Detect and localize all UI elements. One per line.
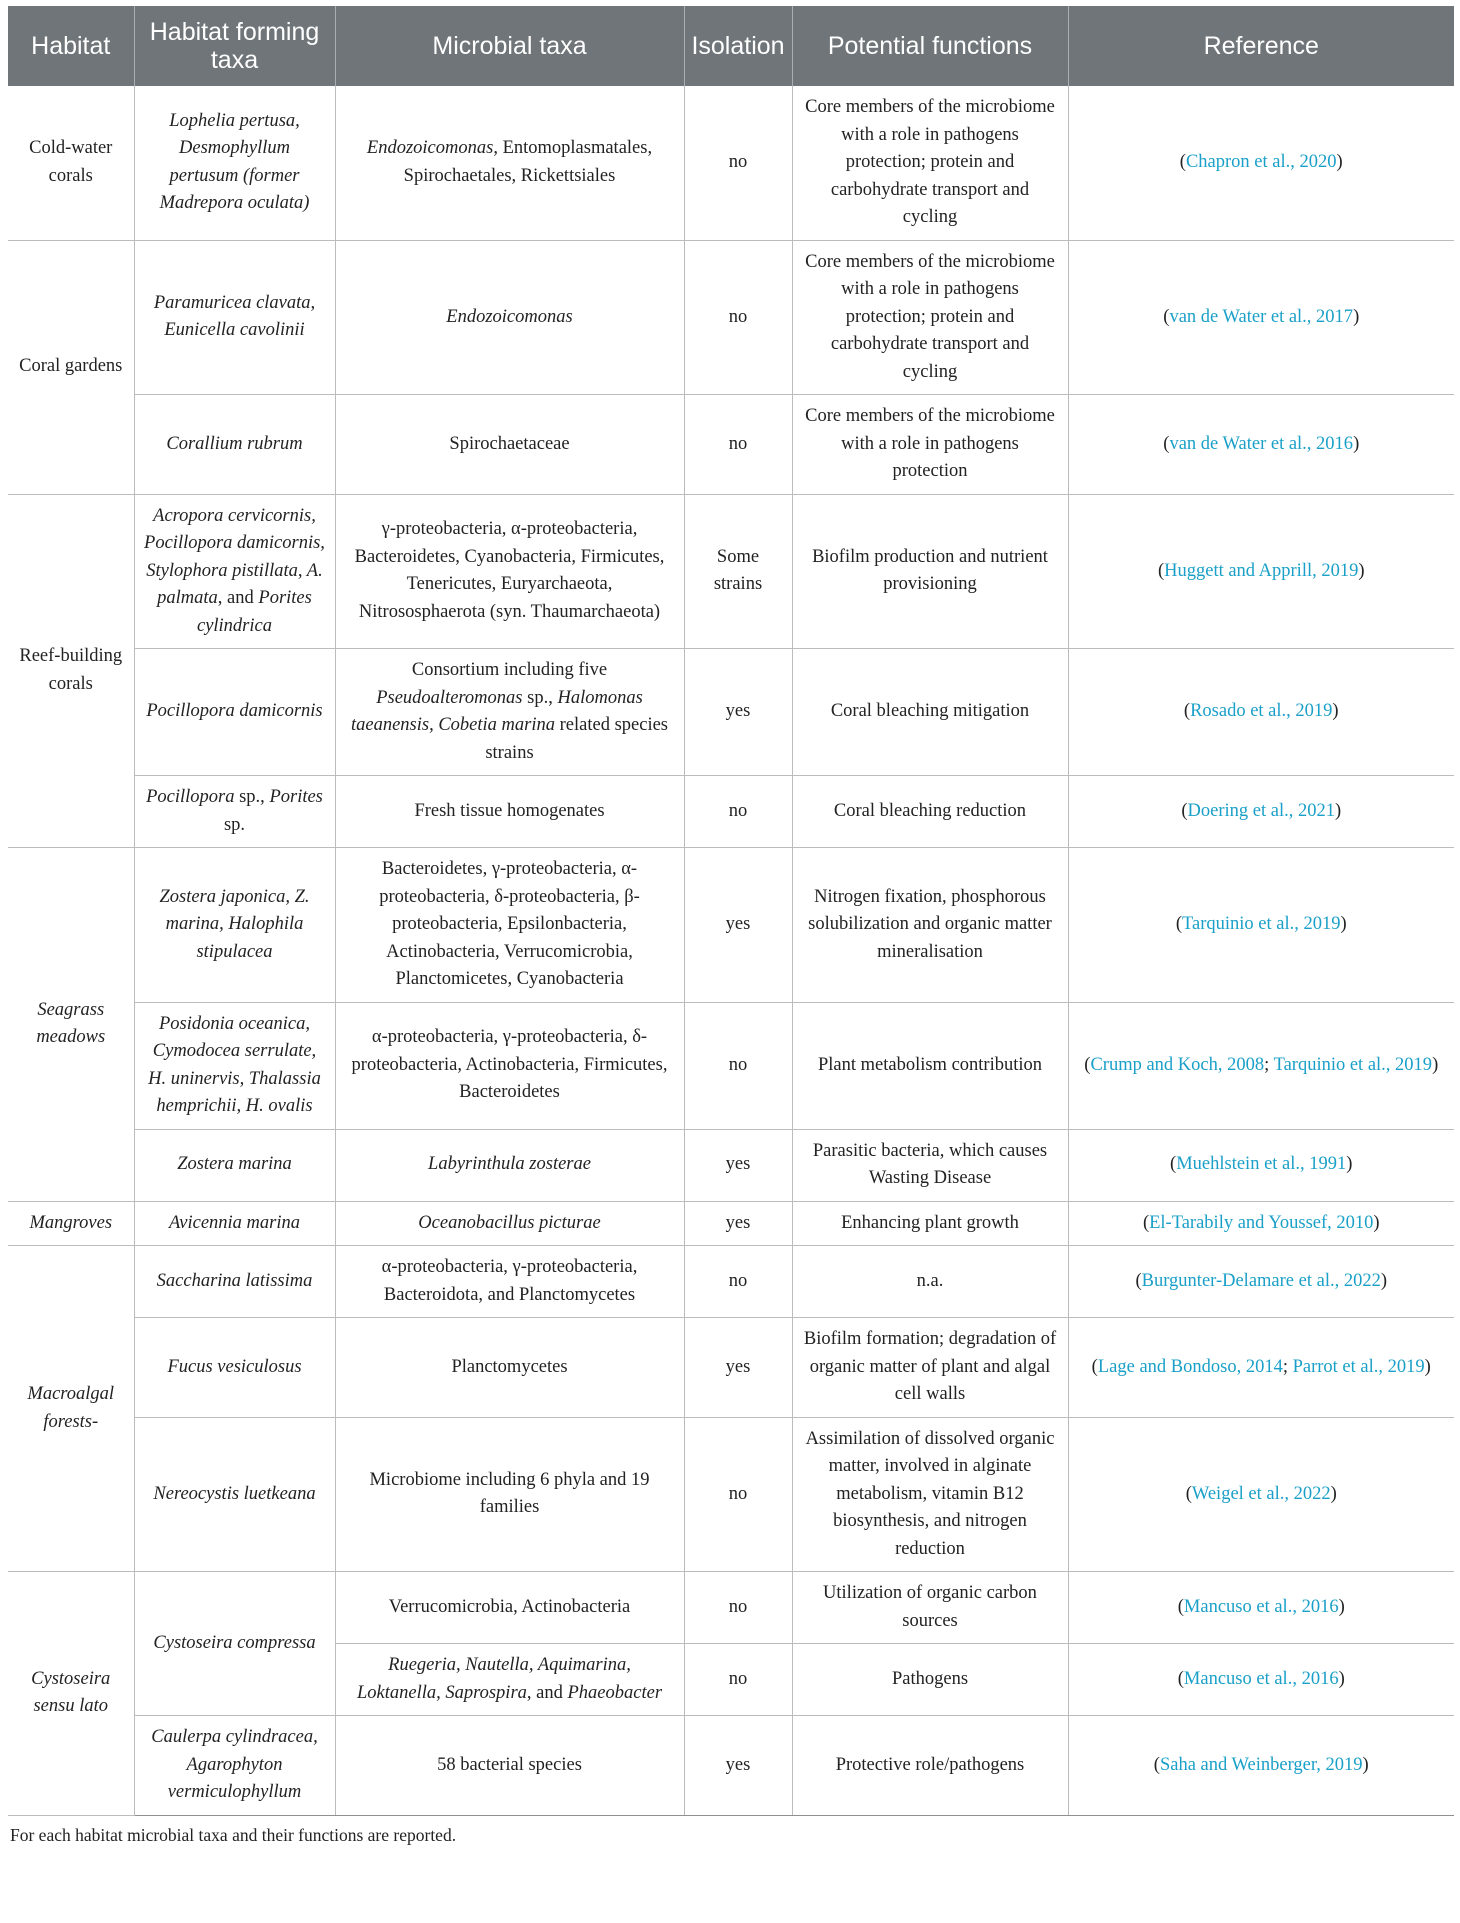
reference-cell [1068,649,1454,776]
text-run: Cold-water corals [29,138,113,186]
potential-functions-cell: Coral bleaching reduction [792,776,1068,848]
text-run: γ-proteobacteria, α-proteobacteria, Bacteroidetes, Cyanobacteria, Firmicutes, Tenericutes, Euryarchaeota, Nitrososphaerota (syn. Thaumarchaeota) [354,519,665,622]
text-run: Zostera marina [177,1154,292,1175]
table-row [8,1572,1454,1644]
isolation-cell: yes [684,1716,792,1816]
reference-link[interactable]: Weigel et al., 2022 [1191,1483,1331,1504]
microbial-taxa-cell [335,776,684,848]
text-run: Planctomycetes [451,1356,568,1377]
text-run: related species strains [485,715,668,763]
reference-cell [1068,1644,1454,1716]
reference-cell [1068,1246,1454,1318]
table-row [8,1318,1454,1418]
isolation-cell: yes [684,1318,792,1418]
potential-functions-cell: Core members of the microbiome with a role in pathogens protection [792,395,1068,495]
text-run: Endozoicomonas [446,306,573,327]
text-run: , Entomoplasmatales, Spirochaetales, Rickettsiales [403,138,653,186]
microbial-taxa-cell [335,494,684,649]
isolation-cell: no [684,240,792,395]
reference-cell [1068,1002,1454,1129]
paren-open: ( [1177,1596,1184,1617]
potential-functions-cell: Enhancing plant growth [792,1201,1068,1246]
paren-close: ) [1336,152,1343,172]
habitat-cell [8,848,134,1202]
table-row [8,649,1454,776]
table-row [8,1246,1454,1318]
microbial-taxa-cell [335,1417,684,1572]
table-row [8,776,1454,848]
table-row [8,1716,1454,1816]
habitat-forming-taxa-cell [134,494,335,649]
microbial-taxa-cell [335,1201,684,1246]
reference-separator: ; [1264,1054,1274,1075]
text-run: Pocillopora damicornis [146,701,323,722]
table-row [8,848,1454,1003]
habitat-cell [8,1572,134,1816]
table-row [8,1201,1454,1246]
reference-cell [1068,1716,1454,1816]
text-run: Consortium including five [411,660,608,680]
text-run: Verrucomicrobia, Actinobacteria [388,1596,631,1617]
text-run: Microbiome including 6 phyla and 19 families [369,1469,650,1518]
reference-link[interactable]: Chapron et al., 2020 [1185,152,1337,172]
microbial-taxa-cell [335,1716,684,1816]
header-reference: Reference [1068,6,1454,86]
table-body [8,86,1454,1815]
microbial-taxa-cell [335,1644,684,1716]
potential-functions-cell: Utilization of organic carbon sources [792,1572,1068,1644]
text-run: sp., [234,787,270,807]
reference-link[interactable]: van de Water et al., 2017 [1169,306,1354,327]
reference-separator: ; [1282,1356,1293,1377]
habitat-cell [8,86,134,240]
table-row [8,240,1454,395]
reference-link[interactable]: Crump and Koch, 2008 [1090,1054,1265,1075]
reference-cell [1068,86,1454,240]
reference-link[interactable]: Rosado et al., 2019 [1190,701,1333,722]
text-run: Cystoseira sensu lato [31,1668,111,1717]
potential-functions-cell: Core members of the microbiome with a role in pathogens protection; protein and carbohydrate transport and cycling [792,240,1068,395]
text-run: Pocillopora [146,787,235,807]
paren-close: ) [1340,914,1347,934]
reference-link[interactable]: Mancuso et al., 2016 [1183,1668,1339,1689]
habitat-forming-taxa-cell [134,1002,335,1129]
paren-close: ) [1358,560,1365,581]
table-row [8,395,1454,495]
habitat-cell [8,1201,134,1246]
habitat-forming-taxa-cell [134,1572,335,1716]
text-run: Fresh tissue homogenates [414,800,605,821]
potential-functions-cell: Assimilation of dissolved organic matter, involved in alginate metabolism, vitamin B12 biosynthesis, and nitrogen reduction [792,1417,1068,1572]
isolation-cell: no [684,1572,792,1644]
habitat-cell [8,1246,134,1572]
reference-link[interactable]: El-Tarabily and Youssef, 2010 [1149,1212,1374,1233]
text-run: sp. [223,814,246,835]
paren-close: ) [1362,1754,1369,1775]
reference-link[interactable]: van de Water et al., 2016 [1169,433,1354,454]
text-run: Pseudoalteromonas [376,687,523,708]
text-run: Acropora cervicornis, Pocillopora damicornis, Stylophora pistillata, A. palmata [144,505,325,608]
header-microbial-taxa: Microbial taxa [335,6,684,86]
text-run: Endozoicomonas [366,138,494,159]
text-run: Bacteroidetes, γ-proteobacteria, α-proteobacteria, δ-proteobacteria, β-proteobacteria, Epsilonbacteria, Actinobacteria, Verrucomicrobia, Planctomicetes, Cyanobacteria [379,859,640,989]
table-row [8,1417,1454,1572]
reference-cell [1068,1129,1454,1201]
table-row [8,86,1454,240]
paren-open: ( [1091,1356,1098,1377]
text-run: Halomonas taeanensis, Cobetia marina [350,687,643,735]
habitat-microbiome-table [8,6,1454,1816]
habitat-forming-taxa-cell [134,848,335,1003]
table-footnote: For each habitat microbial taxa and their functions are reported. [10,1824,457,1845]
paren-open: ( [1163,306,1170,327]
header-habitat: Habitat [8,6,134,86]
text-run: , and [217,588,259,608]
paren-open: ( [1084,1054,1091,1075]
reference-link[interactable]: Parrot et al., 2019 [1292,1356,1425,1377]
microbial-taxa-cell [335,848,684,1003]
text-run: Phaeobacter [567,1682,663,1703]
reference-cell [1068,776,1454,848]
table-container [8,6,1454,1846]
isolation-cell: no [684,395,792,495]
table-header [8,6,1454,86]
paren-close: ) [1334,800,1342,821]
microbial-taxa-cell [335,240,684,395]
text-run: Caulerpa cylindracea, Agarophyton vermiculophyllum [151,1727,318,1802]
text-run: α-proteobacteria, γ-proteobacteria, δ-proteobacteria, Actinobacteria, Firmicutes, Bacteroidetes [351,1027,668,1103]
isolation-cell: Some strains [684,494,792,649]
habitat-forming-taxa-cell [134,1246,335,1318]
reference-link[interactable]: Muehlstein et al., 1991 [1176,1154,1347,1175]
text-run: Corallium rubrum [166,433,303,454]
reference-link[interactable]: Saha and Weinberger, 2019 [1159,1754,1363,1775]
isolation-cell: no [684,1417,792,1572]
paren-open: ( [1185,1483,1192,1504]
paren-close: ) [1338,1596,1345,1617]
microbial-taxa-cell [335,1318,684,1418]
paren-open: ( [1177,1668,1184,1689]
paren-open: ( [1181,800,1188,821]
paren-close: ) [1432,1054,1439,1075]
text-run: Lophelia pertusa, Desmophyllum pertusum (former Madrepora oculata) [159,110,310,214]
habitat-forming-taxa-cell [134,1417,335,1572]
text-run: Paramuricea clavata, Eunicella cavolinii [153,292,316,341]
paren-close: ) [1380,1270,1388,1291]
table-row [8,494,1454,649]
microbial-taxa-cell [335,1572,684,1644]
potential-functions-cell: Biofilm production and nutrient provisioning [792,494,1068,649]
reference-cell [1068,395,1454,495]
reference-cell [1068,1572,1454,1644]
paren-close: ) [1373,1212,1380,1233]
potential-functions-cell: n.a. [792,1246,1068,1318]
text-run: α-proteobacteria, γ-proteobacteria, Bacteroidota, and Planctomycetes [381,1257,638,1305]
potential-functions-cell: Pathogens [792,1644,1068,1716]
text-run: Ruegeria, Nautella, Aquimarina, Loktanella, Saprospira [356,1655,631,1703]
text-run: Macroalgal forests- [27,1384,115,1432]
text-run: , and [526,1682,568,1703]
reference-link[interactable]: Tarquinio et al., 2019 [1273,1054,1433,1075]
text-run: Cystoseira compressa [153,1632,316,1653]
microbial-taxa-cell [335,86,684,240]
paren-open: ( [1175,914,1182,934]
paren-open: ( [1153,1754,1160,1775]
potential-functions-cell: Nitrogen fixation, phosphorous solubilization and organic matter mineralisation [792,848,1068,1003]
reference-cell [1068,1417,1454,1572]
reference-link[interactable]: Mancuso et al., 2016 [1183,1596,1339,1617]
reference-link[interactable]: Burgunter-Delamare et al., 2022 [1141,1270,1381,1291]
habitat-cell [8,494,134,848]
microbial-taxa-cell [335,1002,684,1129]
potential-functions-cell: Parasitic bacteria, which causes Wasting Disease [792,1129,1068,1201]
text-run: Nereocystis luetkeana [153,1483,316,1504]
paren-close: ) [1332,701,1339,722]
isolation-cell: yes [684,1129,792,1201]
isolation-cell: yes [684,848,792,1003]
text-run: Saccharina latissima [156,1270,313,1291]
isolation-cell: yes [684,1201,792,1246]
text-run: Spirochaetaceae [449,433,570,454]
paren-open: ( [1163,433,1170,454]
paren-close: ) [1424,1356,1431,1377]
text-run: Mangroves [29,1212,113,1233]
potential-functions-cell: Protective role/pathogens [792,1716,1068,1816]
microbial-taxa-cell [335,1246,684,1318]
text-run: Labyrinthula zosterae [428,1154,591,1175]
isolation-cell: no [684,86,792,240]
habitat-forming-taxa-cell [134,1201,335,1246]
text-run: Avicennia marina [168,1212,301,1233]
habitat-forming-taxa-cell [134,649,335,776]
paren-close: ) [1346,1154,1353,1175]
reference-cell [1068,1318,1454,1418]
paren-open: ( [1142,1212,1150,1233]
reference-link[interactable]: Doering et al., 2021 [1187,800,1335,821]
header-habitat-forming-taxa: Habitat forming taxa [134,6,335,86]
habitat-forming-taxa-cell [134,395,335,495]
paren-close: ) [1330,1483,1337,1504]
potential-functions-cell: Plant metabolism contribution [792,1002,1068,1129]
potential-functions-cell: Coral bleaching mitigation [792,649,1068,776]
habitat-forming-taxa-cell [134,776,335,848]
microbial-taxa-cell [335,1129,684,1201]
text-run: Fucus vesiculosus [167,1356,302,1377]
potential-functions-cell: Biofilm formation; degradation of organic matter of plant and algal cell walls [792,1318,1068,1418]
habitat-forming-taxa-cell [134,86,335,240]
paren-close: ) [1338,1668,1345,1689]
habitat-forming-taxa-cell [134,1318,335,1418]
habitat-forming-taxa-cell [134,1716,335,1816]
paren-close: ) [1353,306,1360,327]
paren-open: ( [1170,1154,1177,1175]
reference-cell [1068,1201,1454,1246]
text-run: Oceanobacillus picturae [418,1212,601,1233]
header-potential-functions: Potential functions [792,6,1068,86]
paren-open: ( [1157,560,1165,581]
habitat-forming-taxa-cell [134,240,335,395]
paren-open: ( [1135,1270,1142,1291]
reference-link[interactable]: Tarquinio et al., 2019 [1182,914,1341,934]
text-run: sp., [522,687,558,708]
text-run: Zostera japonica, Z. marina, Halophila stipulacea [159,886,310,962]
paren-open: ( [1183,701,1191,722]
text-run: 58 bacterial species [437,1754,582,1775]
habitat-cell [8,240,134,494]
text-run: Seagrass meadows [36,999,106,1048]
table-row [8,1002,1454,1129]
reference-link[interactable]: Huggett and Apprill, 2019 [1164,560,1359,581]
isolation-cell: no [684,1644,792,1716]
microbial-taxa-cell [335,649,684,776]
text-run: Posidonia oceanica, Cymodocea serrulate, H. uninervis, Thalassia hemprichii, H. ovalis [148,1013,321,1116]
table-row [8,1129,1454,1201]
reference-cell [1068,848,1454,1003]
habitat-forming-taxa-cell [134,1129,335,1201]
text-run: Porites cylindrica [196,588,312,636]
text-run: Porites [269,787,323,807]
isolation-cell: no [684,776,792,848]
microbial-taxa-cell [335,395,684,495]
reference-link[interactable]: Lage and Bondoso, 2014 [1097,1356,1283,1377]
paren-close: ) [1353,433,1360,454]
reference-cell [1068,240,1454,395]
reference-cell [1068,494,1454,649]
header-row [8,6,1454,86]
potential-functions-cell: Core members of the microbiome with a role in pathogens protection; protein and carbohydrate transport and cycling [792,86,1068,240]
paren-open: ( [1179,152,1186,172]
text-run: Reef-building corals [19,646,123,694]
header-isolation: Isolation [684,6,792,86]
isolation-cell: yes [684,649,792,776]
isolation-cell: no [684,1002,792,1129]
isolation-cell: no [684,1246,792,1318]
text-run: Coral gardens [19,356,123,377]
